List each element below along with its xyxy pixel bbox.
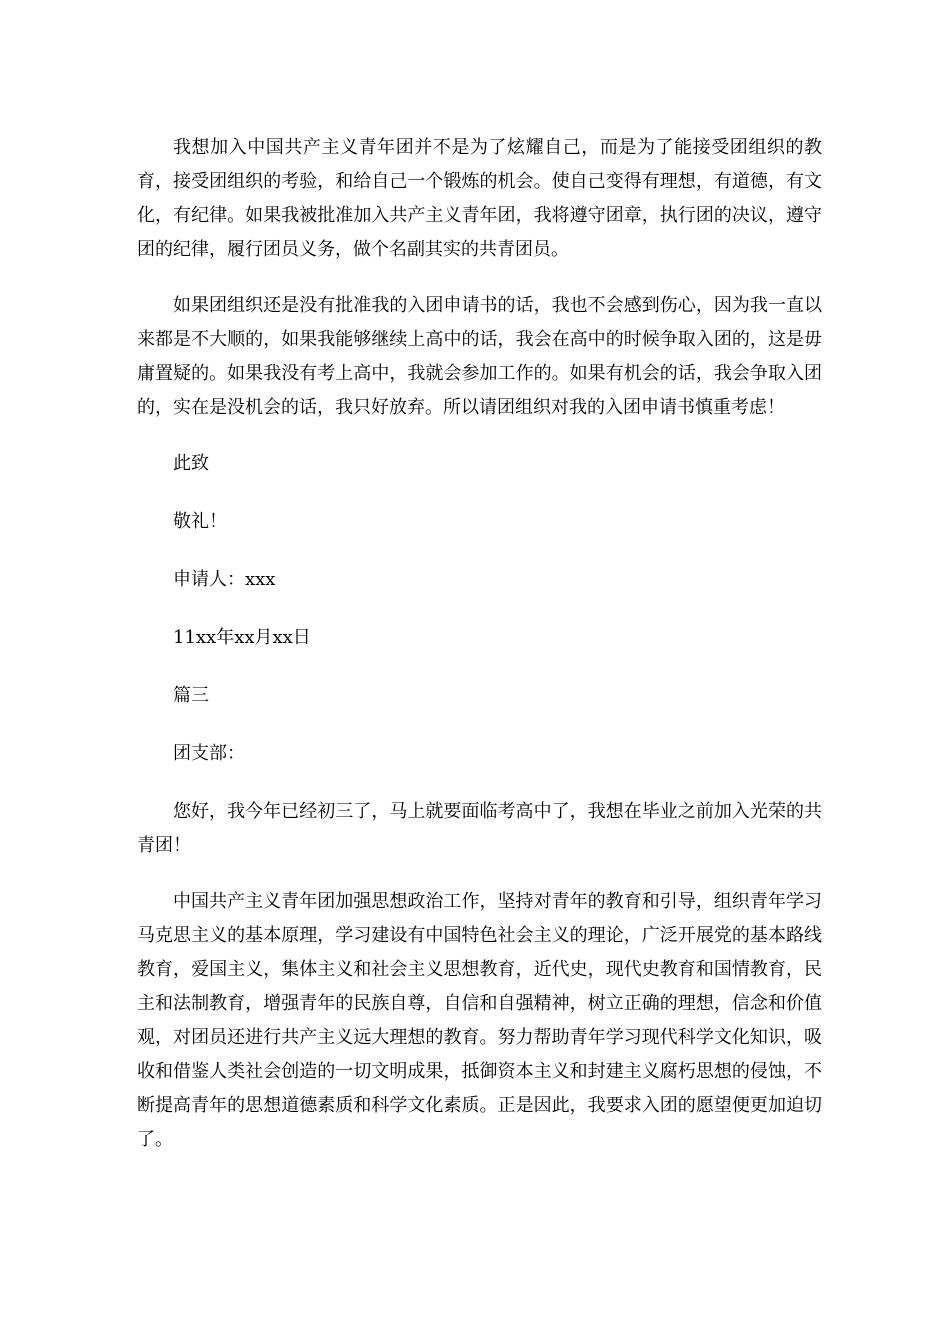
addressee: 团支部： xyxy=(173,743,245,764)
closing-salutation: 此致 xyxy=(173,453,209,474)
closing-regards: 敬礼！ xyxy=(173,511,227,532)
paragraph-if-not-approved: 如果团组织还是没有批准我的入团申请书的话，我也不会感到伤心，因为我一直以来都是不大顺的，如果我能够继续上高中的话，我会在高中的时候争取入团的，这是毋庸置疑的。如果我没有考上高中，我就会参加工作的。如果有机会的话，我会争取入团的，实在是没机会的话，我只好放弃。所以请团组织对我的入团申请书慎重考虑！ xyxy=(137,295,822,418)
paragraph-league-work: 中国共产主义青年团加强思想政治工作，坚持对青年的教育和引导，组织青年学习马克思主义的基本原理，学习建设有中国特色社会主义的理论，广泛开展党的基本路线教育，爱国主义，集体主义和社会主义思想教育，近代史，现代史教育和国情教育，民主和法制教育，增强青年的民族自尊，自信和自强精神，树立正确的理想，信念和价值观，对团员还进行共产主义远大理想的教育。努力帮助青年学习现代科学文化知识，吸收和借鉴人类社会创造的一切文明成果，抵御资本主义和封建主义腐朽思想的侵蚀，不断提高青年的思想道德素质和科学文化素质。正是因此，我要求入团的愿望便更加迫切了。 xyxy=(137,891,822,1150)
section-title: 篇三 xyxy=(173,685,209,706)
applicant-line: 申请人：xxx xyxy=(173,569,276,590)
document-body xyxy=(137,131,822,1179)
paragraph-commitment: 我想加入中国共产主义青年团并不是为了炫耀自己，而是为了能接受团组织的教育，接受团组织的考验，和给自己一个锻炼的机会。使自己变得有理想，有道德，有文化，有纪律。如果我被批准加入共产主义青年团，我将遵守团章，执行团的决议，遵守团的纪律，履行团员义务，做个名副其实的共青团员。 xyxy=(137,137,822,260)
paragraph-greeting: 您好，我今年已经初三了，马上就要面临考高中了，我想在毕业之前加入光荣的共青团！ xyxy=(137,801,822,856)
date-line: 11xx年xx月xx日 xyxy=(173,627,311,648)
